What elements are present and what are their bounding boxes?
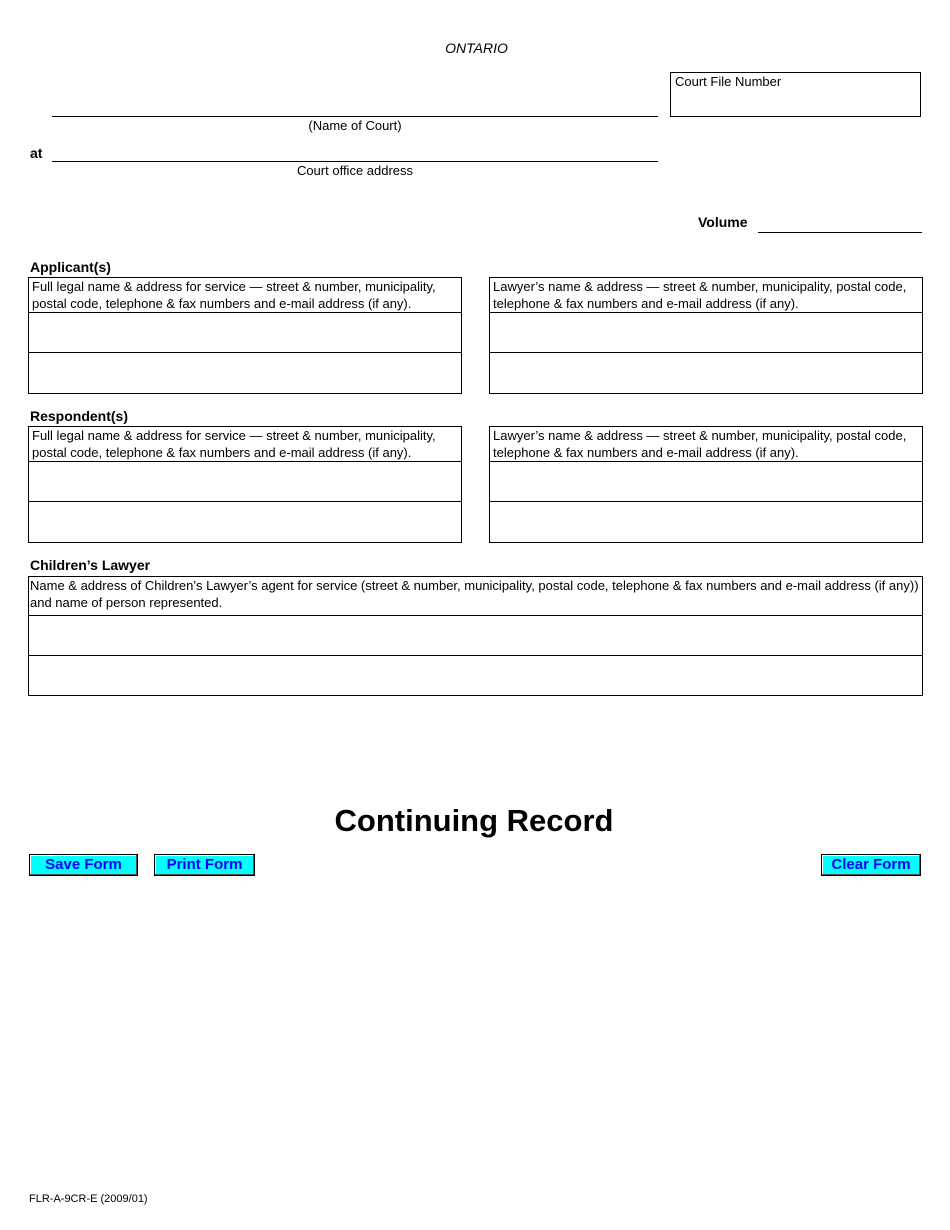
respondent-party-heading: Full legal name & address for service — street & number, municipality, postal code, telephone & fax numbers and e-mail address (if any). [29,427,461,462]
respondent-lawyer-field-2[interactable] [490,502,922,542]
childrens-lawyer-field-2[interactable] [29,656,922,696]
respondent-lawyer-field-1[interactable] [490,462,922,502]
court-name-input-line[interactable] [52,116,658,117]
applicant-lawyer-field-1[interactable] [490,313,922,353]
clear-form-button[interactable]: Clear Form [821,854,921,876]
court-office-address-input-line[interactable] [52,161,658,162]
court-file-number-field[interactable] [670,72,921,117]
volume-label: Volume [698,214,748,230]
applicant-party-box [28,277,462,394]
respondent-party-field-1[interactable] [29,462,461,502]
childrens-lawyer-box [28,576,923,696]
form-identifier: FLR-A-9CR-E (2009/01) [29,1193,148,1205]
applicant-party-field-1[interactable] [29,313,461,353]
respondent-lawyer-box [489,426,923,543]
applicant-lawyer-field-2[interactable] [490,353,922,393]
respondent-party-box [28,426,462,543]
court-office-address-caption: Court office address [296,163,414,178]
save-form-button[interactable]: Save Form [29,854,138,876]
volume-input-line[interactable] [758,232,922,233]
province-heading: ONTARIO [445,40,508,56]
print-form-button[interactable]: Print Form [154,854,255,876]
applicant-lawyer-heading: Lawyer’s name & address — street & number, municipality, postal code, telephone & fax numbers and e-mail address (if any). [490,278,922,313]
respondent-party-field-2[interactable] [29,502,461,542]
applicant-party-field-2[interactable] [29,353,461,393]
court-file-number-label: Court File Number [675,74,782,89]
court-name-caption: (Name of Court) [308,118,402,133]
respondent-lawyer-heading: Lawyer’s name & address — street & number, municipality, postal code, telephone & fax numbers and e-mail address (if any). [490,427,922,462]
document-title: Continuing Record [334,803,614,838]
applicants-title: Applicant(s) [30,259,111,275]
childrens-lawyer-title: Children’s Lawyer [30,557,151,573]
applicant-party-heading: Full legal name & address for service — street & number, municipality, postal code, telephone & fax numbers and e-mail address (if any). [29,278,461,313]
at-label: at [30,145,43,161]
respondents-title: Respondent(s) [30,408,128,424]
childrens-lawyer-heading: Name & address of Children’s Lawyer’s agent for service (street & number, municipality, postal code, telephone & fax numbers and e-mail address (if any)) and name of person represented. [29,577,922,616]
applicant-lawyer-box [489,277,923,394]
childrens-lawyer-field-1[interactable] [29,616,922,656]
